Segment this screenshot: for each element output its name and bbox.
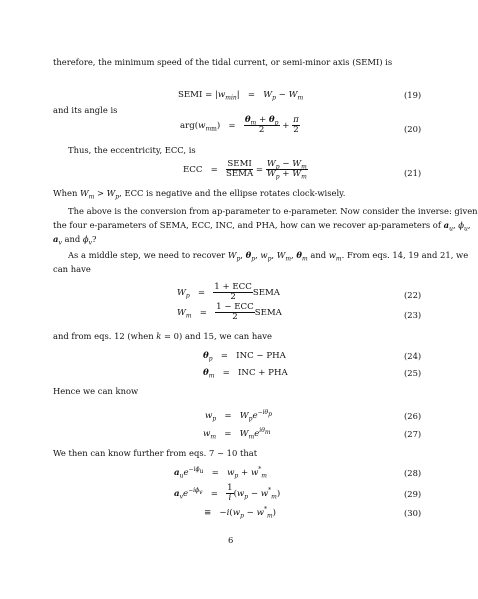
equation-30: ≡ $-i(w_p - w^*_m)$ — [204, 506, 277, 520]
equation-29: $a_ve^{-i\phi_v}$ = $\frac{1}{i}$ $(w_p - w^*_m)$ — [174, 483, 281, 503]
equation-27: $w_m = W_me^{i\theta_m}$ — [203, 427, 271, 441]
equation-19: SEMI = $|w_{min}| = W_p - W_m$ — [178, 90, 304, 102]
equation-20: $arg(w_{mm})$ = $\frac{\theta_m + \theta_p}{2}$ + $\frac{\pi}{2}$ — [180, 115, 299, 135]
equation-21: ECC = $\frac{\text{SEMI}}{\text{SEMA}}$ = $\frac{W_p - W_m}{W_p + W_m}$ — [183, 159, 307, 181]
paragraph-inverse-line3: $a_v$ and $\phi_v$? — [53, 234, 97, 247]
equation-number-26: (26) — [404, 411, 422, 421]
equation-26: $w_p = W_pe^{-i\theta_p}$ — [205, 409, 272, 423]
equation-number-20: (20) — [404, 124, 422, 134]
equation-number-28: (28) — [404, 468, 422, 478]
equation-number-25: (25) — [404, 368, 422, 378]
paragraph-inverse-line1: The above is the conversion from ap-parameter to e-parameter. Now consider the inverse: given — [68, 206, 478, 216]
equation-number-24: (24) — [404, 351, 422, 361]
equation-22: $W_p$ = $\frac{\text{1 + ECC}}{2}$ SEMA — [177, 282, 281, 302]
equation-24: $\theta_p$ = INC − PHA — [203, 351, 286, 363]
paragraph-middle-step-line1: As a middle step, we need to recover $W_p$, $\theta_p$, $w_p$, $W_m$, $\theta_m$ and $w_m$. From eqs. 14, 19 and 21, we — [68, 250, 469, 263]
paragraph-from-eqs-12: and from eqs. 12 (when k = 0) and 15, we can have — [53, 331, 272, 341]
paragraph-hence: Hence we can know — [53, 386, 139, 396]
page-number: 6 — [228, 535, 234, 545]
equation-number-21: (21) — [404, 168, 422, 178]
equation-number-19: (19) — [404, 90, 422, 100]
equation-number-30: (30) — [404, 508, 422, 518]
paragraph-middle-step-line2: can have — [53, 264, 91, 274]
equation-23: $W_m$ = $\frac{\text{1 − ECC}}{2}$ SEMA — [177, 302, 282, 322]
equation-number-27: (27) — [404, 429, 422, 439]
paragraph-ecc-negative: When $W_m > W_p$, ECC is negative and the ellipse rotates clock-wisely. — [53, 188, 346, 201]
paragraph-semi-intro: therefore, the minimum speed of the tidal current, or semi-minor axis (SEMI) is — [53, 57, 393, 67]
equation-25: $\theta_m$ = INC + PHA — [203, 368, 288, 380]
paragraph-angle-intro: and its angle is — [53, 105, 118, 115]
equation-28: $a_ue^{-i\phi_u} = w_p + w^*_m$ — [174, 466, 267, 480]
equation-number-29: (29) — [404, 489, 422, 499]
paragraph-further: We then can know further from eqs. 7 ~ 10 that — [53, 448, 258, 458]
equation-number-22: (22) — [404, 290, 422, 300]
paragraph-eccentricity-intro: Thus, the eccentricity, ECC, is — [68, 145, 196, 155]
equation-number-23: (23) — [404, 310, 422, 320]
paragraph-inverse-line2: the four e-parameters of SEMA, ECC, INC, and PHA, how can we recover ap-parameters of $a_u$, $\phi_u$, — [53, 220, 471, 233]
